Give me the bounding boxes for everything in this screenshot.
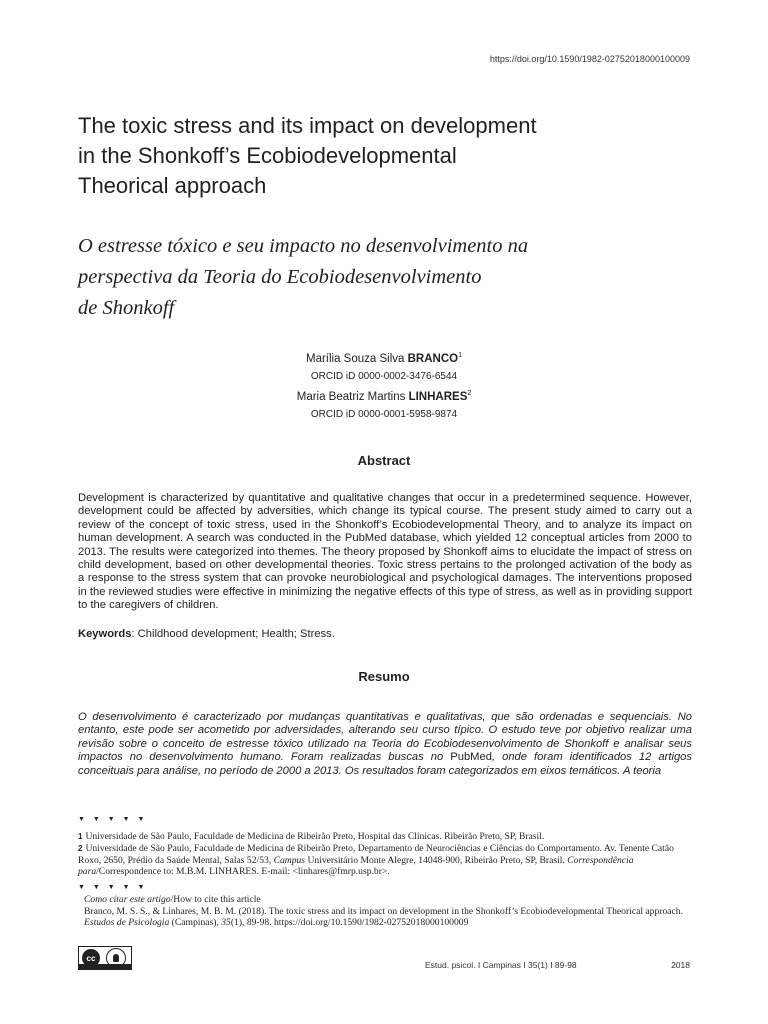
title-en-line: in the Shonkoff’s Ecobiodevelopmental	[78, 143, 457, 168]
author-surname: BRANCO	[407, 352, 459, 365]
resumo-heading: Resumo	[358, 669, 410, 684]
author-orcid[interactable]: ORCID iD 0000-0002-3476-6544	[310, 370, 458, 382]
resumo-text	[78, 711, 692, 779]
title-en-line: Theorical approach	[78, 173, 267, 198]
footnote-2	[78, 843, 692, 878]
abstract-heading: Abstract	[357, 453, 411, 468]
citation-journal: Estudos de Psicologia	[84, 917, 170, 929]
footnote-marker-row: ▼ ▼ ▼ ▼ ▼	[78, 816, 148, 823]
cc-by-license-badge[interactable]	[78, 946, 132, 970]
footnote-email[interactable]: /Correspondence to: M.B.M. LINHARES. E-mail: <linhares@fmrp.usp.br>.	[96, 866, 390, 878]
resumo-pubmed: PubMed	[450, 751, 492, 764]
author-given-name: Maria Beatriz Martins	[296, 390, 406, 403]
author-surname: LINHARES	[408, 390, 468, 403]
citation-label	[78, 894, 692, 906]
author-name	[0, 347, 768, 368]
footnote-number: 1	[78, 832, 83, 841]
citation-block	[78, 894, 692, 929]
title-pt-line: perspectiva da Teoria do Ecobiodesenvolvimento	[78, 266, 482, 288]
citation-label-pt: Como citar este artigo	[84, 894, 171, 905]
author-affiliation-mark: 2	[467, 389, 472, 397]
author-name	[0, 385, 768, 406]
title-english	[78, 111, 638, 201]
footer-journal-info: Estud. psicol. I Campinas I 35(1) I 89-98	[425, 960, 577, 970]
citation-volume: 35	[221, 917, 231, 929]
footnote-italic: Correspondência para	[78, 854, 634, 878]
author-given-name: Marília Souza Silva	[305, 352, 405, 365]
footnote-number: 2	[78, 844, 83, 853]
resumo-text-part: , onde foram identificados 12 artigos conceituais para análise, no período de 2000 a 2013. Os resultados foram categorizados em eixos temáticos. A teoria	[78, 751, 692, 777]
footnote-1	[78, 831, 692, 843]
title-portuguese	[78, 231, 638, 324]
title-pt-line: de Shonkoff	[78, 297, 175, 319]
keywords-label: Keywords	[78, 628, 132, 640]
footnote-text: Universidade de São Paulo, Faculdade de Medicina de Ribeirão Preto, Hospital das Clínicas. Ribeirão Preto, SP, Brasil.	[85, 831, 545, 842]
footnote-text: Universitário Monte Alegre, 14048-900, Ribeirão Preto, SP, Brasil.	[305, 854, 568, 866]
citation-label-en: /How to cite this article	[170, 894, 261, 905]
citation-doi[interactable]: (1), 89-98. https://doi.org/10.1590/1982-02752018000100009	[230, 917, 469, 929]
author-block	[0, 347, 768, 423]
citation-text	[78, 906, 692, 929]
footnote-italic: Campus	[273, 854, 306, 866]
license-tag-bar	[79, 964, 131, 969]
citation-part: Branco, M. S. S., & Linhares, M. B. M. (2018). The toxic stress and its impact on development in the Shonkoff’s Ecobiodevelopmental Theorical approach.	[84, 905, 683, 917]
title-pt-line: O estresse tóxico e seu impacto no desenvolvimento na	[78, 235, 529, 257]
footer-year: 2018	[671, 960, 690, 970]
resumo-text-part: O desenvolvimento é caracterizado por mudanças quantitativas e qualitativas, que são ordenadas e sequenciais. No entanto, este pode ser acometido por adversidades, alterando seu curso típico. O estudo teve por objetivo realizar uma revisão sobre o conceito de estresse tóxico utilizado na Teoria do Ecobiodesenvolvimento de Shonkoff e analisar seus impactos no desenvolvimento humano. Foram realizadas buscas no	[78, 711, 692, 764]
keywords	[78, 627, 692, 641]
cc-icon: cc	[82, 949, 100, 967]
footnote-text: Universidade de São Paulo, Faculdade de Medicina de Ribeirão Preto, Departamento de Neurociências e Ciências do Comportamento. Av. Tenente Catão Roxo, 2650, Prédio da Saúde Mental, Salas 52/53,	[78, 843, 674, 866]
citation-part: (Campinas),	[169, 917, 222, 929]
abstract-text: Development is characterized by quantitative and qualitative changes that occur in a predetermined sequence. However, development could be affected by adversities, which change its typical course. The present study aimed to carry out a review of the concept of toxic stress, used in the Shonkoff’s Ecobiodevelopmental Theory, and to analyze its impact on human development. A search was conducted in the PubMed database, which yielded 12 conceptual articles from 2000 to 2013. The results were categorized into themes. The theory proposed by Shonkoff aims to elucidate the impact of stress on child development, based on other developmental theories. Toxic stress pertains to the prolonged activation of the body as a response to the stress system that can provoke neurobiological and psychological damages. The interventions proposed in the reviewed studies were effective in minimizing the negative effects of this type of stress, as well as in providing support to the caregivers of children.	[78, 492, 692, 612]
keywords-list: : Childhood development; Health; Stress.	[131, 628, 335, 640]
doi-link[interactable]: https://doi.org/10.1590/1982-02752018000100009	[489, 54, 690, 64]
author-affiliation-mark: 1	[458, 352, 463, 359]
footnote-marker-row: ▼ ▼ ▼ ▼ ▼	[78, 884, 148, 891]
author-orcid[interactable]: ORCID iD 0000-0001-5958-9874	[310, 408, 458, 420]
title-en-line: The toxic stress and its impact on development	[78, 113, 537, 138]
